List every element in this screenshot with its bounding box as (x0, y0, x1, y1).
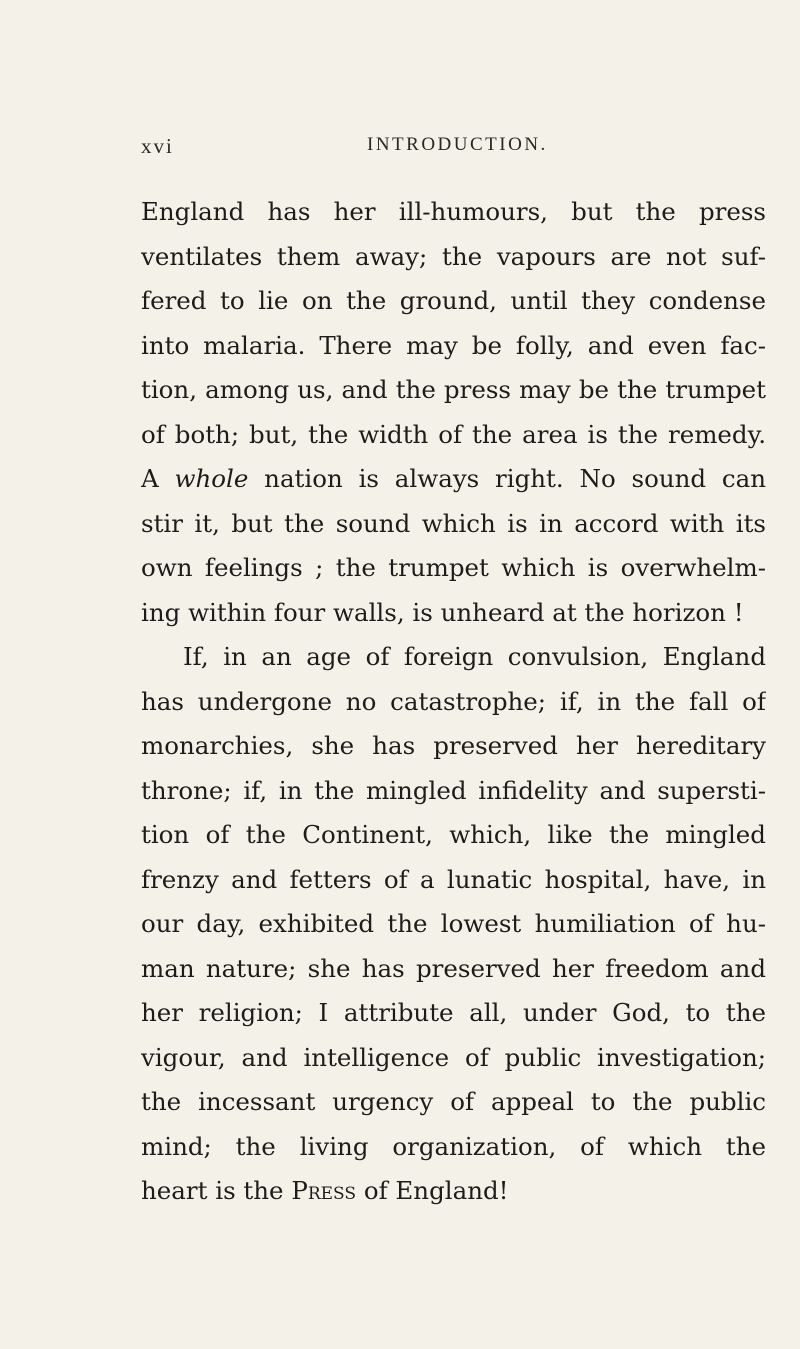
text-line (141, 1169, 766, 1214)
text-line: frenzy and fetters of a lunatic hospital, have, in (141, 864, 766, 894)
text-line: her religion; I attribute all, under God, to the (141, 998, 766, 1027)
small-caps-word: Press (291, 1176, 357, 1205)
text-line: tion of the Continent, which, like the mingled (141, 820, 766, 849)
text-line: man nature; she has preserved her freedom and (141, 953, 766, 983)
text-line: the incessant urgency of appeal to the public (141, 1087, 766, 1116)
text-line: England has her ill-humours, but the press (141, 197, 766, 226)
text-fragment: A (141, 464, 175, 493)
text-line: monarchies, she has preserved her hereditary (141, 731, 766, 760)
text-line: fered to lie on the ground, until they condense (141, 286, 766, 315)
text-fragment: heart is the (141, 1176, 292, 1205)
emphasized-word: whole (174, 464, 249, 493)
text-line: tion, among us, and the press may be the trumpet (141, 375, 766, 404)
text-line: vigour, and intelligence of public investigation; (141, 1042, 766, 1072)
text-line: mind; the living organization, of which the (141, 1131, 766, 1161)
text-fragment: nation is always right. No sound can (248, 464, 766, 493)
text-line: throne; if, in the mingled infidelity and supersti- (141, 775, 766, 805)
text-line: If, in an age of foreign convulsion, England (183, 642, 766, 671)
text-line: own feelings ; the trumpet which is overwhelm- (141, 553, 766, 582)
text-line: has undergone no catastrophe; if, in the fall of (141, 686, 766, 716)
body-text (141, 190, 766, 1214)
page-header (141, 134, 581, 164)
text-line: ventilates them away; the vapours are not suf- (141, 241, 766, 271)
text-line (141, 457, 766, 502)
running-head: INTRODUCTION. (367, 134, 548, 155)
text-line: of both; but, the width of the area is the remedy. (141, 419, 766, 449)
text-line: ing within four walls, is unheard at the horizon ! (141, 597, 744, 627)
text-line: stir it, but the sound which is in accord with its (141, 508, 766, 538)
text-fragment: of England! (356, 1176, 509, 1205)
text-line: into malaria. There may be folly, and even fac- (141, 330, 766, 360)
page-number: xvi (141, 134, 174, 158)
text-line: our day, exhibited the lowest humiliation of hu- (141, 909, 766, 938)
